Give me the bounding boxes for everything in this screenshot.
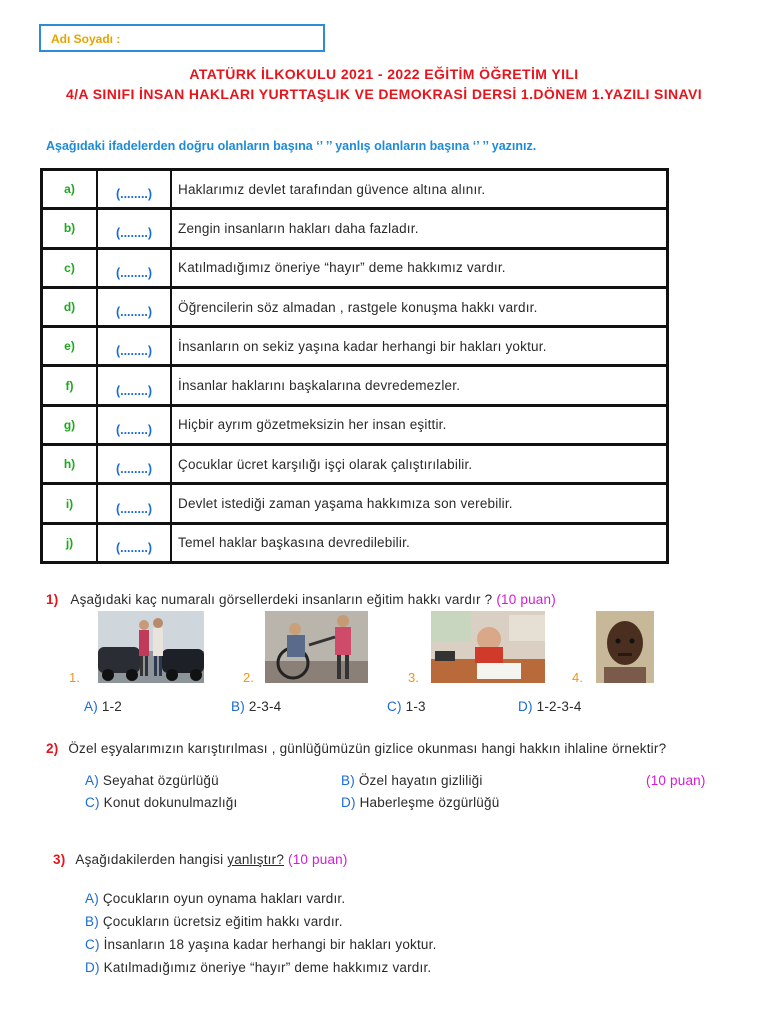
option[interactable]: [231, 699, 281, 714]
tf-answer-blank[interactable]: (........): [97, 327, 171, 366]
option-text: Özel hayatın gizliliği: [358, 773, 483, 788]
option-letter: C): [85, 795, 100, 810]
question-3-number: 3): [53, 852, 66, 867]
tf-row: [42, 248, 668, 287]
option-text: 1-2: [101, 699, 122, 714]
photo-child-portrait: [596, 611, 654, 683]
tf-row: [42, 445, 668, 484]
photo-wheelchair: [265, 611, 368, 683]
option-letter: B): [85, 914, 99, 929]
tf-statement: Hiçbir ayrım gözetmeksizin her insan eşittir.: [171, 405, 668, 444]
option-letter: B): [231, 699, 245, 714]
name-field[interactable]: [39, 24, 325, 52]
question-1-points: (10 puan): [496, 592, 556, 607]
option-text: Çocukların ücretsiz eğitim hakkı vardır.: [102, 914, 343, 929]
tf-letter: c): [42, 248, 98, 287]
tf-statement: İnsanların on sekiz yaşına kadar herhangi bir hakları yoktur.: [171, 327, 668, 366]
tf-letter: g): [42, 405, 98, 444]
tf-letter: i): [42, 484, 98, 523]
question-2-text: Özel eşyalarımızın karıştırılması , günlüğümüzün gizlice okunması hangi hakkın ihlaline örnektir?: [68, 741, 667, 756]
option-text: Haberleşme özgürlüğü: [359, 795, 500, 810]
option-text: 2-3-4: [248, 699, 282, 714]
tf-row: [42, 523, 668, 562]
option-text: Çocukların oyun oynama hakları vardır.: [102, 891, 346, 906]
question-1: [46, 592, 556, 607]
option[interactable]: [387, 699, 426, 714]
option[interactable]: [85, 795, 237, 810]
exam-title-line1: ATATÜRK İLKOKULU 2021 - 2022 EĞİTİM ÖĞRETİM YILI: [189, 66, 579, 82]
tf-letter: f): [42, 366, 98, 405]
tf-row: [42, 327, 668, 366]
tf-statement: Haklarımız devlet tarafından güvence altına alınır.: [171, 170, 668, 209]
tf-letter: a): [42, 170, 98, 209]
option-letter: B): [341, 773, 355, 788]
tf-statement: Temel haklar başkasına devredilebilir.: [178, 535, 410, 551]
option-letter: A): [84, 699, 98, 714]
photo-people-near-car: [98, 611, 204, 683]
exam-title-line2: 4/A SINIFI İNSAN HAKLARI YURTTAŞLIK VE DEMOKRASİ DERSİ 1.DÖNEM 1.YAZILI SINAVI: [65, 86, 703, 102]
option-letter: A): [85, 891, 99, 906]
tf-letter: b): [42, 209, 98, 248]
tf-answer-blank[interactable]: (........): [97, 484, 171, 523]
option[interactable]: [85, 937, 437, 952]
option-text: 1-2-3-4: [536, 699, 582, 714]
tf-answer-blank[interactable]: (........): [97, 209, 171, 248]
option[interactable]: [341, 773, 483, 788]
question-1-number: 1): [46, 592, 59, 607]
question-3-text: Aşağıdakilerden hangisi: [75, 852, 224, 867]
tf-row: [42, 287, 668, 326]
image-label-3: 3.: [408, 670, 419, 685]
option[interactable]: [85, 960, 431, 975]
tf-statement: Zengin insanların hakları daha fazladır.: [171, 209, 668, 248]
tf-statement: Çocuklar ücret karşılığı işçi olarak çalıştırılabilir.: [171, 445, 668, 484]
question-2-number: 2): [46, 741, 59, 756]
tf-row: [42, 170, 668, 209]
tf-answer-blank[interactable]: (........): [97, 287, 171, 326]
option[interactable]: [518, 699, 582, 714]
option-letter: C): [85, 937, 100, 952]
image-label-1: 1.: [69, 670, 80, 685]
option[interactable]: [85, 773, 219, 788]
option[interactable]: [84, 699, 122, 714]
question-3-points: (10 puan): [288, 852, 348, 867]
tf-letter: j): [42, 523, 98, 562]
tf-letter: e): [42, 327, 98, 366]
tf-statement: İnsanlar haklarını başkalarına devredemezler.: [171, 366, 668, 405]
tf-answer-blank[interactable]: (........): [97, 170, 171, 209]
image-label-4: 4.: [572, 670, 583, 685]
photo-child-writing: [431, 611, 545, 683]
question-1-text: Aşağıdaki kaç numaralı görsellerdeki insanların eğitim hakkı vardır ?: [70, 592, 493, 607]
tf-row: [42, 366, 668, 405]
tf-answer-blank[interactable]: (........): [97, 366, 171, 405]
option-text: Katılmadığımız öneriye “hayır” deme hakkımız vardır.: [103, 960, 432, 975]
option-text: Seyahat özgürlüğü: [102, 773, 219, 788]
name-label: Adı Soyadı :: [51, 32, 121, 46]
tf-answer-blank[interactable]: (........): [97, 405, 171, 444]
tf-statement: Katılmadığımız öneriye “hayır” deme hakkımız vardır.: [171, 248, 668, 287]
tf-answer-blank[interactable]: (........): [97, 248, 171, 287]
true-false-table: [40, 168, 669, 564]
tf-answer-blank[interactable]: (........): [97, 445, 171, 484]
question-2-points: (10 puan): [646, 773, 706, 788]
option[interactable]: [85, 891, 345, 906]
tf-row: [42, 209, 668, 248]
option-letter: D): [85, 960, 100, 975]
question-3-emphasis: yanlıştır?: [227, 852, 285, 867]
tf-answer-blank[interactable]: (........): [97, 523, 171, 562]
option-text: Konut dokunulmazlığı: [103, 795, 238, 810]
tf-row: [42, 484, 668, 523]
instruction-text: Aşağıdaki ifadelerden doğru olanların başına ‘’ ’’ yanlış olanların başına ‘’ ’’ yazınız.: [46, 139, 537, 153]
tf-letter: h): [42, 445, 98, 484]
question-2: [46, 741, 666, 756]
option[interactable]: [85, 914, 343, 929]
tf-statement: Devlet istediği zaman yaşama hakkımıza son verebilir.: [171, 484, 668, 523]
image-label-2: 2.: [243, 670, 254, 685]
tf-letter: d): [42, 287, 98, 326]
option-letter: A): [85, 773, 99, 788]
option-text: 1-3: [405, 699, 426, 714]
tf-statement: Öğrencilerin söz almadan , rastgele konuşma hakkı vardır.: [171, 287, 668, 326]
option[interactable]: [341, 795, 499, 810]
option-letter: C): [387, 699, 402, 714]
option-letter: D): [341, 795, 356, 810]
option-text: İnsanların 18 yaşına kadar herhangi bir hakları yoktur.: [103, 937, 437, 952]
option-letter: D): [518, 699, 533, 714]
tf-row: [42, 405, 668, 444]
question-3: [53, 852, 348, 867]
